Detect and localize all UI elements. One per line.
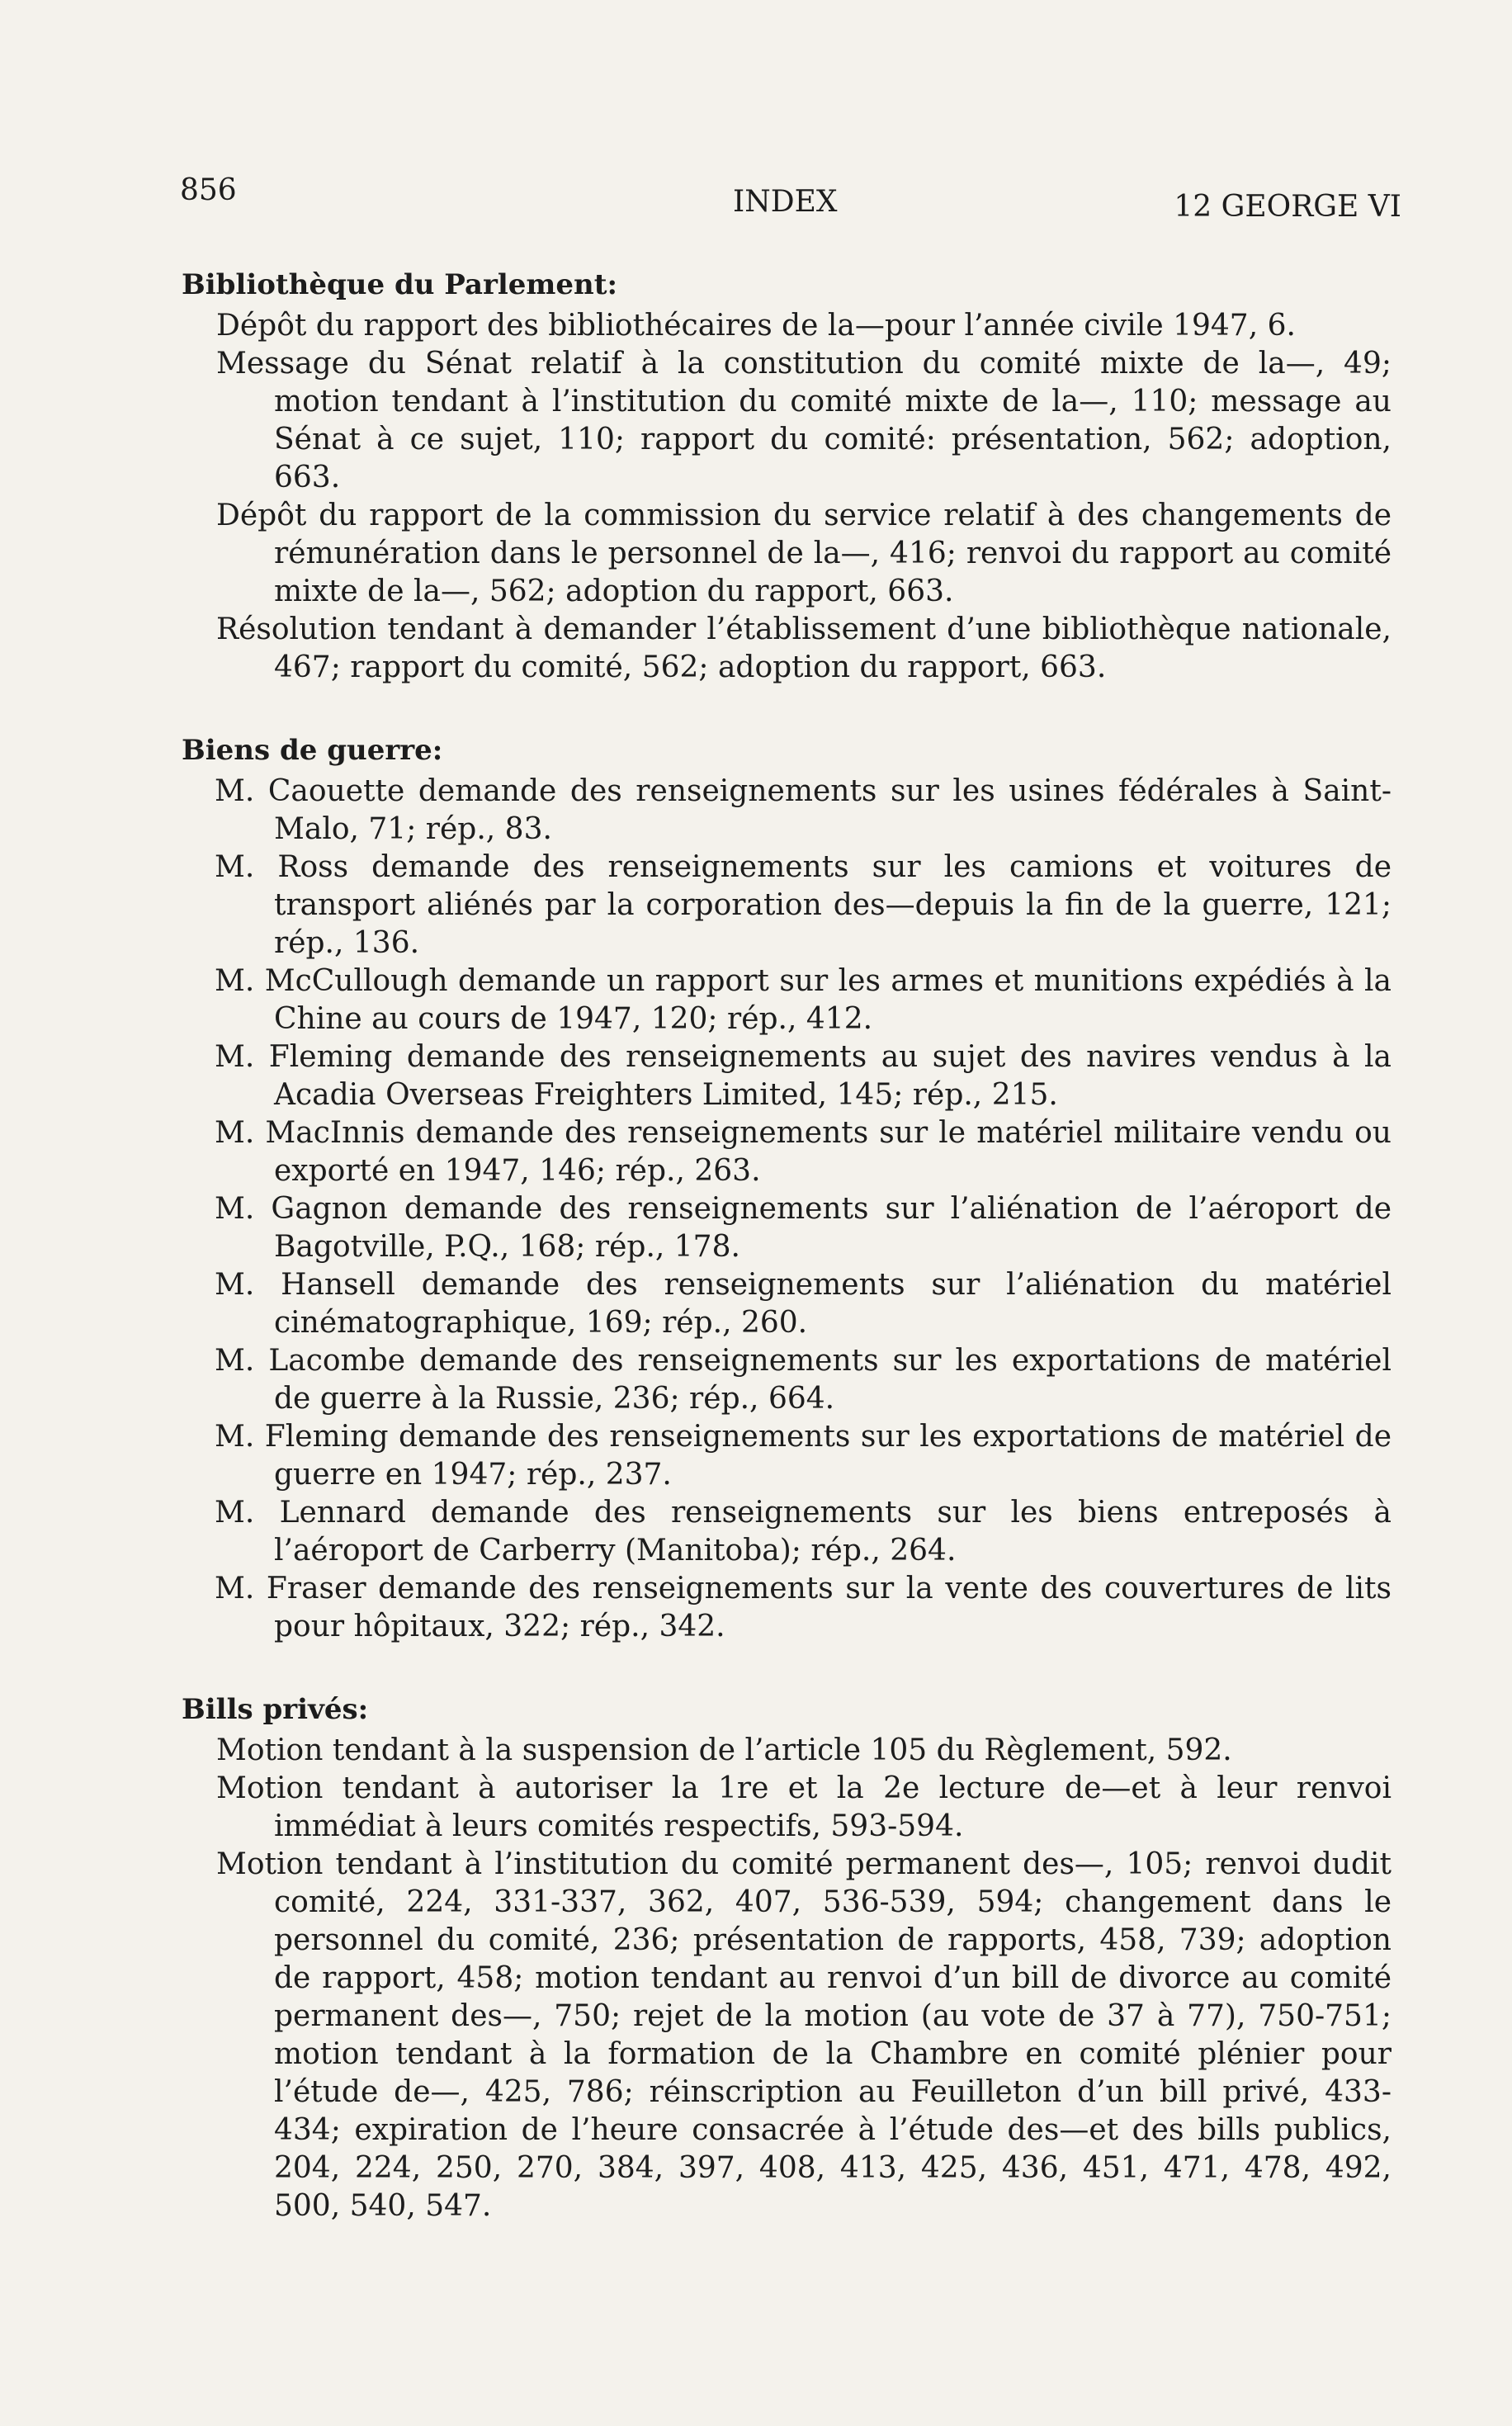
index-entry: Motion tendant à la suspension de l’article 105 du Règlement, 592. — [216, 1733, 1232, 1767]
index-entry: Motion tendant à l’institution du comité permanent des—, 105; renvoi dudit comité, 224, 331-337, 362, 407, 536-539, 594; changement dans le personnel du comité, 236; présentation de rapports, 458, 739; adoption de rapport, 458; motion tendant au renvoi d’un bill de divorce au comité permanent des—, 750; rejet de la motion (au vote de 37 à 77), 750-751; motion tendant à la formation de la Chambre en comité plénier pour l’étude de—, 425, 786; réinscription au Feuilleton d’un bill privé, 433-434; expiration de l’heure consacrée à l’étude des—et des bills publics, 204, 224, 250, 270, 384, 397, 408, 413, 425, 436, 451, 471, 478, 492, 500, 540, 547. — [216, 1847, 1392, 2223]
index-entry: M. Ross demande des renseignements sur les camions et voitures de transport aliénés par la corporation des—depuis la fin de la guerre, 121; rép., 136. — [215, 850, 1392, 960]
index-entry: M. Caouette demande des renseignements sur les usines fédérales à Saint-Malo, 71; rép., 83. — [215, 774, 1392, 846]
index-entry: M. Fleming demande des renseignements au sujet des navires vendus à la Acadia Overseas Freighters Limited, 145; rép., 215. — [215, 1040, 1392, 1112]
index-entry: Motion tendant à autoriser la 1re et la 2e lecture de—et à leur renvoi immédiat à leurs comités respectifs, 593-594. — [216, 1771, 1392, 1843]
page-header — [180, 173, 1401, 223]
index-section-bills-prives — [162, 1691, 1392, 2225]
index-section-bibliotheque — [162, 266, 1392, 687]
index-entry: M. Fraser demande des renseignements sur la vente des couvertures de lits pour hôpitaux, 322; rép., 342. — [215, 1572, 1392, 1643]
index-entry: M. Lennard demande des renseignements sur les biens entreposés à l’aéroport de Carberry (Manitoba); rép., 264. — [215, 1496, 1392, 1568]
index-entry: M. McCullough demande un rapport sur les armes et munitions expédiés à la Chine au cours de 1947, 120; rép., 412. — [215, 964, 1392, 1036]
index-section-biens-de-guerre — [162, 731, 1392, 1646]
index-entry: M. Gagnon demande des renseignements sur l’aliénation de l’aéroport de Bagotville, P.Q., 168; rép., 178. — [215, 1192, 1392, 1264]
index-entry: Résolution tendant à demander l’établissement d’une bibliothèque nationale, 467; rapport du comité, 562; adoption du rapport, 663. — [216, 612, 1392, 684]
page-number: 856 — [180, 173, 237, 207]
section-title: Bills privés: — [182, 1693, 369, 1726]
section-title: Biens de guerre: — [182, 734, 443, 767]
index-entry: M. Fleming demande des renseignements sur les exportations de matériel de guerre en 1947; rép., 237. — [215, 1420, 1392, 1492]
index-body — [162, 266, 1392, 2270]
index-entry: Message du Sénat relatif à la constitution du comité mixte de la—, 49; motion tendant à l’institution du comité mixte de la—, 110; message au Sénat à ce sujet, 110; rapport du comité: présentation, 562; adoption, 663. — [216, 347, 1392, 494]
index-entry: Dépôt du rapport des bibliothécaires de la—pour l’année civile 1947, 6. — [216, 309, 1296, 343]
index-entry: M. Hansell demande des renseignements sur l’aliénation du matériel cinématographique, 169; rép., 260. — [215, 1268, 1392, 1340]
reign-label: 12 GEORGE VI — [1174, 190, 1401, 224]
index-entry: Dépôt du rapport de la commission du service relatif à des changements de rémunération dans le personnel de la—, 416; renvoi du rapport au comité mixte de la—, 562; adoption du rapport, 663. — [216, 499, 1392, 608]
index-entry: M. MacInnis demande des renseignements sur le matériel militaire vendu ou exporté en 1947, 146; rép., 263. — [215, 1116, 1392, 1188]
section-title: Bibliothèque du Parlement: — [182, 268, 618, 301]
index-entry: M. Lacombe demande des renseignements sur les exportations de matériel de guerre à la Russie, 236; rép., 664. — [215, 1344, 1392, 1416]
page-title: INDEX — [733, 185, 838, 219]
